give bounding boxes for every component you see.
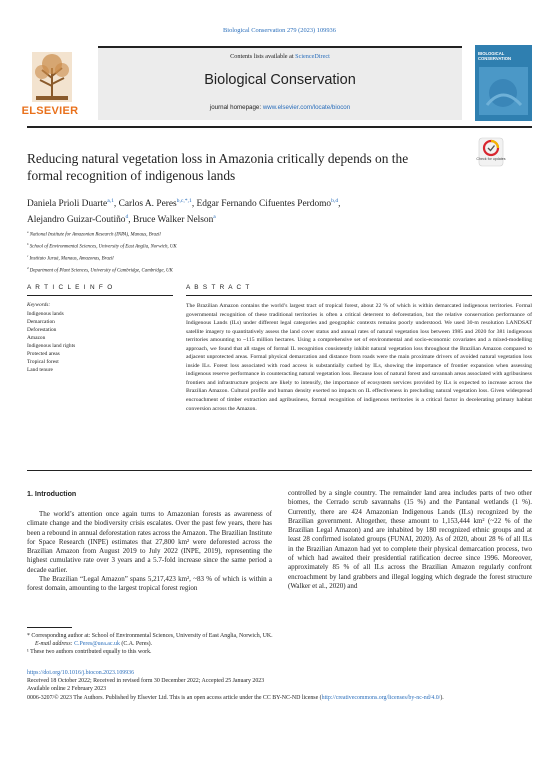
affiliation-item: $^c$ Instituto Juruá, Manaus, Amazonas, Brazil — [27, 254, 114, 262]
keywords-label: Keywords: — [27, 302, 51, 308]
keywords-list — [27, 310, 75, 374]
affiliation-item: $^d$ Department of Plant Sciences, University of Cambridge, Cambridge, UK — [27, 266, 173, 274]
keyword: Indigenous land rights — [27, 343, 76, 349]
doi-link[interactable]: https://doi.org/10.1016/j.biocon.2023.109936 — [27, 670, 135, 676]
journal-cover-thumbnail[interactable] — [475, 45, 532, 121]
keyword: Amazon — [27, 335, 46, 341]
crossmark-icon[interactable] — [476, 138, 506, 166]
left-column — [27, 510, 272, 594]
author-5[interactable]: Bruce Walker Nelson$^a$ — [132, 214, 216, 226]
received-dates: Received 18 October 2022; Received in revised form 30 December 2022; Accepted 25 January 2023 — [27, 678, 265, 685]
abstract-rule — [186, 295, 532, 296]
affiliations — [27, 228, 527, 277]
crossmark-label: Check for updates — [476, 157, 506, 161]
affiliation-item: $^a$ National Institute for Amazonian Research (INPA), Manaus, Brazil — [27, 230, 161, 238]
keyword: Deforestation — [27, 327, 57, 333]
author-4[interactable]: Alejandro Guizar-Coutiño$^d$, — [27, 214, 133, 226]
title-line-2: formal recognition of indigenous lands — [27, 168, 236, 183]
elsevier-wordmark: ELSEVIER — [21, 105, 79, 117]
cover-title: BIOLOGICAL CONSERVATION — [478, 51, 512, 61]
author-list — [27, 195, 527, 227]
equal-contribution-note: ¹ These two authors contributed equally to this work. — [27, 649, 152, 656]
keyword: Protected areas — [27, 351, 60, 357]
keyword: Demarcation — [27, 319, 55, 325]
keyword: Land tenure — [27, 367, 53, 373]
available-online: Available online 2 February 2023 — [27, 686, 107, 693]
title-line-1: Reducing natural vegetation loss in Amazonia critically depends on the — [27, 151, 409, 166]
author-1[interactable]: Daniela Prioli Duarte$^{a,1}$, — [27, 198, 119, 210]
contents-prefix: Contents lists available at — [230, 53, 296, 60]
right-column — [288, 489, 532, 591]
abstract-heading: A B S T R A C T — [186, 284, 251, 291]
keyword: Indigenous lands — [27, 311, 64, 317]
author-3[interactable]: Edgar Fernando Cifuentes Perdomo$^{b,d}$, — [196, 198, 341, 210]
header-bottom-rule — [27, 126, 532, 128]
footnote-rule — [27, 627, 72, 628]
paragraph: The Brazilian “Legal Amazon” spans 5,217,423 km², ~83 % of which is within a forest domain, amounting to the largest tropical forest region — [27, 575, 272, 593]
keyword: Tropical forest — [27, 359, 59, 365]
corresponding-author-note: * Corresponding author at: School of Environmental Sciences, University of East Anglia, Norwich, UK. — [27, 633, 273, 639]
journal-citation[interactable]: Biological Conservation 279 (2023) 109936 — [223, 27, 336, 34]
license-link[interactable]: http://creativecommons.org/licenses/by-nc-nd/4.0/ — [321, 694, 441, 701]
author-2[interactable]: Carlos A. Peres$^{b,c,*,1}$, — [118, 198, 197, 210]
article-info-rule — [27, 295, 173, 296]
paragraph: controlled by a single country. The remainder land area includes parts of two other biomes, the Cerrado scrub savannahs (15 %) and the Pantanal wetlands (1 %). Currently, there are 424 Amazonian Indigenous Lands (ILs) recognized by the Brazilian government. Altogether, these amount to 1,153,444 km² (~22 % of the Brazilian Legal Amazon) and are inhabited by 180 recognized ethnic groups and at least 28 confirmed isolated groups (FUNAI, 2020). As of 2020, about 28 % of all ILs in the Brazilian Amazon had yet to complete their physical demarcation process, two of which had awaited their presidential ratification decree since 1996. Moreover, approximately 85 % of all ILs across the Brazilian Amazon regularly confront encroachment by land grabbers and illegal logging which degrade the forest structure (Walker et al., 2020) and — [288, 489, 532, 590]
article-title — [27, 150, 467, 184]
sciencedirect-link[interactable]: ScienceDirect — [295, 53, 330, 60]
article-info-heading: A R T I C L E I N F O — [27, 284, 114, 291]
license-line: 0006-3207/© 2023 The Authors. Published by Elsevier Ltd. This is an open access article under the CC BY-NC-ND license (http://creativecommons.org/licenses/by-nc-nd/4.0/). — [27, 694, 444, 701]
article-history — [27, 669, 537, 702]
journal-name: Biological Conservation — [204, 72, 356, 88]
homepage-prefix: journal homepage: — [209, 104, 263, 111]
abstract-bottom-rule — [27, 470, 532, 471]
homepage-link[interactable]: www.elsevier.com/locate/biocon — [262, 104, 351, 111]
footnotes — [27, 632, 537, 657]
intro-heading: 1. Introduction — [27, 490, 77, 498]
email-line: E-mail address: C.Peres@uea.ac.uk (C.A. Peres). — [35, 641, 153, 648]
email-link[interactable]: C.Peres@uea.ac.uk — [74, 641, 120, 648]
journal-homepage — [98, 104, 462, 111]
affiliation-item: $^b$ School of Environmental Sciences, University of East Anglia, Norwich, UK — [27, 242, 177, 250]
paragraph: The world’s attention once again turns to Amazonian forests as awareness of climate change and the biodiversity crisis escalates. Over the past few years, there has been a rebound in annual deforestation rates across the Amazon. The Brazilian Institute for Space Research (INPE) estimates that 27,800 km² were deforested across the Brazilian Amazon from August 2019 to July 2022 (INPE, 2019), representing the highest cumulative rate over 3 years and a 5.7-fold increase since the same period a decade earlier. — [27, 510, 272, 574]
cover-image — [479, 67, 528, 115]
abstract-text: The Brazilian Amazon contains the world’s largest tract of tropical forest, about 22 % of which is within demarcated indigenous territories. Formal governmental recognition of these traditional territories is often a critical deterrent to deforestation, but the relative conservation performance of Indigenous Lands (ILs) under different legal categories and geographic contexts remains poorly understood. We used 30-m resolution LANDSAT satellite imagery to quantitatively assess the land cover status and annual rates of natural vegetation loss between 1985 and 2020 for 381 indigenous territories amounting to ~115 million hectares. Using a comprehensive set of environmental and socio-economic covariates and a mixed-modelling approach, we found that all stages of formal IL recognition consistently inhibit natural vegetation loss throughout the Brazilian Amazon compared to adjacent unprotected areas. Formal physical demarcation and distance from roads were the main proximate drivers of avoided natural vegetation loss inside ILs. Forest loss associated with road access is substantially curbed by ILs, showing the importance of frontier expansion when assessing indigenous reserve performance in counteracting natural vegetation loss. Because loss of natural forest and savannah areas associated with agribusiness frontiers and infrastructure projects are likely to intensify, the importance of ecosystem services provided by ILs is expected to increase across the Brazilian Amazon. Cultural profile and human density exerted no impacts on IL effectiveness in precluding natural vegetation loss. Given widespread encroachment of timber extraction and agribusiness, formal recognition of indigenous territories is a critical factor in decelerating primary habitat conversion across the Amazon. — [186, 303, 532, 412]
contents-line — [98, 53, 462, 60]
